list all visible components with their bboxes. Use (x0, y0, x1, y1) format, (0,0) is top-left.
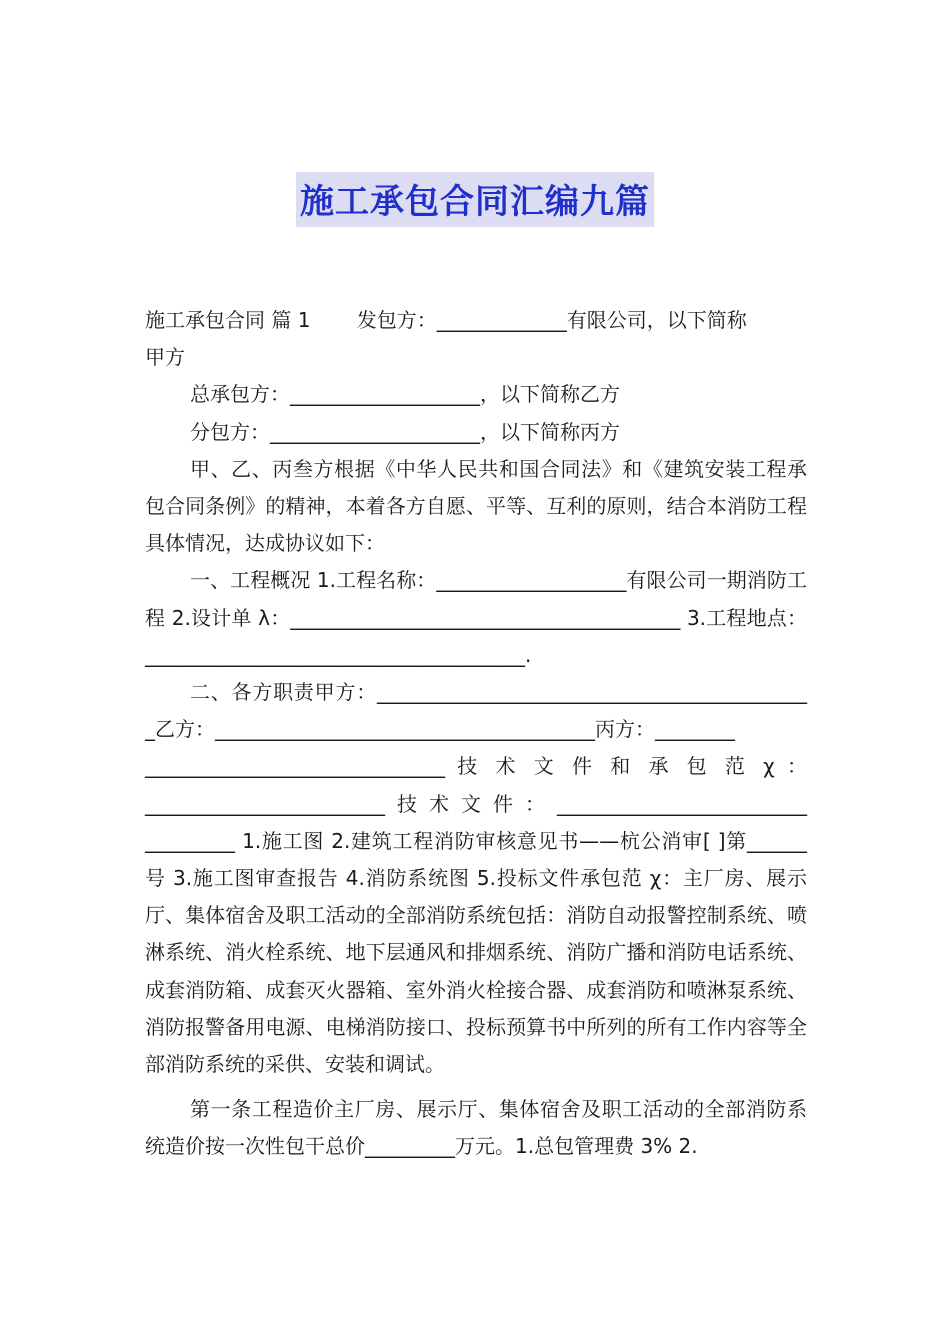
paragraph-article-1: 第一条工程造价主厂房、展示厅、集体宿舍及职工活动的全部消防系统造价按一次性包干总价_________万元。1.总包管理费 3% 2. (145, 1097, 807, 1159)
paragraph-documents-scope: _________ 1.施工图 2.建筑工程消防审核意见书——杭公消审[ ]第______号 3.施工图审查报告 4.消防系统图 5.投标文件承包范 χ：主厂房、展示厅、集体宿舍及职工活动的全部消防系统包括：消防自动报警控制系统、喷淋系统、消火栓系统、地下层通风和排烟系统、消防广播和消防电话系统、成套消防箱、成套灭火器箱、室外消火栓接合器、成套消防和喷淋泵系统、消防报警备用电源、电梯消防接口、投标预算书中所列的所有工作内容等全部消防系统的采供、安装和调试。 (145, 828, 807, 1077)
document-title: 施工承包合同汇编九篇 (296, 172, 654, 227)
paragraph-line-2: 甲方 (145, 345, 185, 370)
paragraph-subcontractor: 分包方：_____________________，以下简称丙方 (190, 419, 620, 444)
document-body (145, 302, 807, 1166)
paragraph-agreement-basis: 甲、乙、丙叁方根据《中华人民共和国合同法》和《建筑安装工程承包合同条例》的精神，本着各方自愿、平等、互利的原则，结合本消防工程具体情况，达成协议如下： (145, 456, 807, 556)
paragraph-contractor: 总承包方：___________________，以下简称乙方 (190, 382, 620, 407)
paragraph-line-1: 施工承包合同 篇 1 发包方：_____________有限公司，以下简称 (145, 308, 747, 332)
title-container (0, 172, 950, 227)
paragraph-responsibilities-scope: ______________________________ 技 术 文 件 和 承 包 范 χ ： (145, 754, 807, 779)
paragraph-responsibilities: 二、各方职责甲方：____________________________________________乙方：______________________________________丙方：________ (145, 680, 807, 742)
paragraph-responsibilities-tech: ________________________技术文件：_________________________ (145, 791, 807, 816)
paragraph-project-overview: 一、工程概况 1.工程名称：___________________有限公司一期消防工程 2.设计单 λ：_______________________________________ 3.工程地点：______________________________________. (145, 568, 807, 667)
